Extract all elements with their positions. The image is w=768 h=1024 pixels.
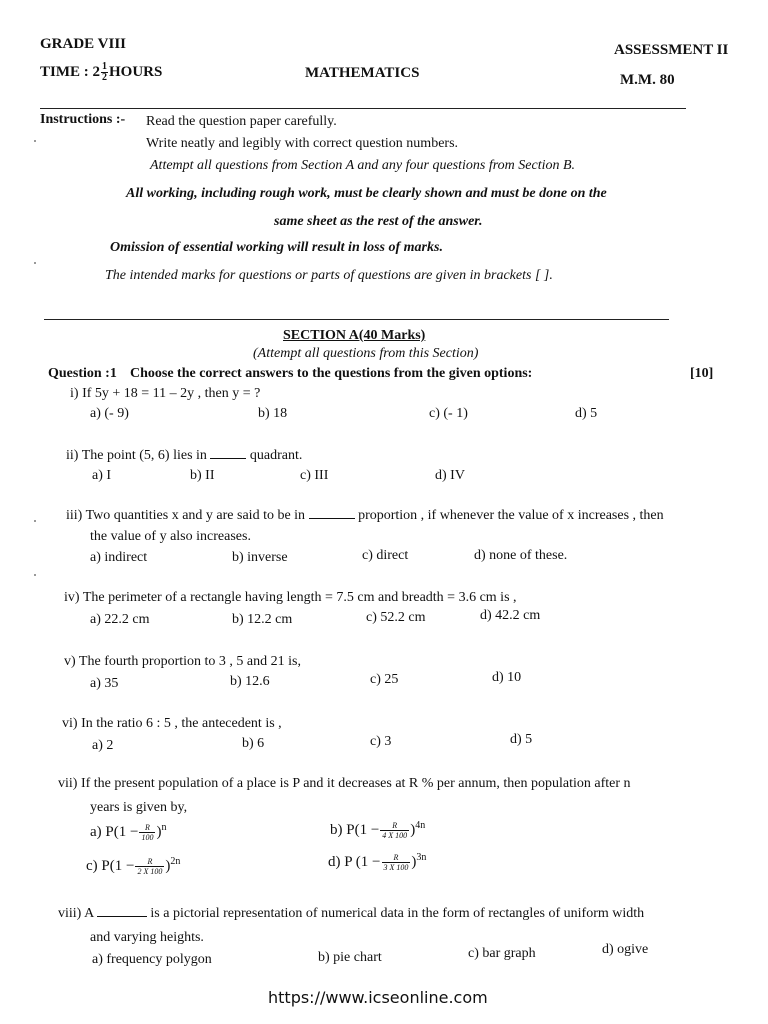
option-d: d) 42.2 cm [480,608,541,623]
question-number: vi) [62,716,78,731]
instruction-line: The intended marks for questions or parts of questions are given in brackets [ ]. [105,268,553,283]
section-title: SECTION A(40 Marks) [283,328,426,343]
header-divider [40,108,686,109]
option-b: b) II [190,468,215,483]
time-suffix: HOURS [109,63,163,80]
option-d: d) IV [435,468,465,483]
time-fraction: $\frac{1}{2}$ [102,61,107,83]
option-b: b) pie chart [318,950,382,965]
subject-title: MATHEMATICS [305,65,420,81]
question-number: ii) [66,448,79,463]
question-text: The perimeter of a rectangle having length = 7.5 cm and breadth = 3.6 cm is , [82,590,517,605]
question-iv [64,590,517,606]
option-b: b) 18 [258,406,288,421]
option-a: a) P(1 − $\frac{R}{100}$ )$^n$ [90,822,167,843]
answer-blank [210,458,246,459]
question-number: v) [64,654,76,669]
question-number: i) [70,386,79,401]
question-text: In the ratio 6 : 5 , the antecedent is , [81,716,282,731]
instruction-line: Read the question paper carefully. [146,114,337,129]
option-b: b) 12.6 [230,674,270,689]
option-d: d) none of these. [474,548,568,563]
option-c: c) P(1 − $\frac{R}{2 X 100}$ )$^{2n}$ [86,856,181,877]
instruction-line: Write neatly and legibly with correct question numbers. [146,136,459,151]
grade-label: GRADE VIII [40,36,126,52]
option-c: c) direct [362,548,409,563]
question-text: If 5y + 18 = 11 – 2y , then y = ? [82,386,261,401]
option-c: c) III [300,468,329,483]
assessment-label: ASSESSMENT II [614,42,729,58]
option-c: c) 52.2 cm [366,610,426,625]
option-a: a) 35 [90,676,119,691]
option-a: a) indirect [90,550,148,565]
question-text: proportion , if whenever the value of x increases , then [358,508,664,523]
question-1-label: Question :1 [48,366,117,381]
instruction-line: All working, including rough work, must be clearly shown and must be done on the [126,186,607,201]
question-number: iv) [64,590,80,605]
time-label [40,62,162,83]
question-text: The fourth proportion to 3 , 5 and 21 is, [78,654,301,669]
option-a: a) (- 9) [90,406,129,421]
scan-speck [34,140,36,142]
question-vii-continued: years is given by, [90,800,188,815]
question-viii-continued: and varying heights. [90,930,204,945]
question-iii-continued: the value of y also increases. [90,529,251,544]
question-viii [58,906,644,922]
answer-blank [97,916,147,917]
option-d: d) P (1 − $\frac{R}{3 X 100}$ )$^{3n}$ [328,852,427,873]
option-d: d) ogive [602,942,649,957]
question-number: vii) [58,776,78,791]
option-b: b) 12.2 cm [232,612,293,627]
section-subtitle: (Attempt all questions from this Section) [253,346,479,361]
question-text: A [84,906,94,921]
option-c: c) 3 [370,734,392,749]
question-1-text: Choose the correct answers to the questions from the given options: [130,366,533,381]
instruction-line: same sheet as the rest of the answer. [274,214,483,229]
question-text: The point (5, 6) lies in [81,448,207,463]
question-1-marks: [10] [690,366,714,381]
question-number: viii) [58,906,82,921]
question-v [64,654,301,670]
instruction-line: Attempt all questions from Section A and any four questions from Section B. [150,158,576,173]
question-text: is a pictorial representation of numerical data in the form of rectangles of uniform width [150,906,645,921]
instructions-label: Instructions :- [40,112,126,127]
option-b: b) P(1 − $\frac{R}{4 X 100}$ )$^{4n}$ [330,820,426,841]
option-d: d) 10 [492,670,522,685]
answer-blank [309,518,355,519]
question-text: quadrant. [249,448,303,463]
question-text: Two quantities x and y are said to be in [85,508,306,523]
scan-speck [34,520,36,522]
option-c: c) (- 1) [429,406,468,421]
instructions-divider [44,319,669,320]
option-b: b) inverse [232,550,288,565]
time-prefix: TIME : 2 [40,63,100,80]
option-a: a) frequency polygon [92,952,212,967]
question-ii [66,448,302,464]
option-b: b) 6 [242,736,265,751]
instruction-line: Omission of essential working will result in loss of marks. [110,240,443,255]
option-a: a) I [92,468,112,483]
question-vi [62,716,282,732]
question-vii [58,776,631,792]
option-c: c) bar graph [468,946,536,961]
option-a: a) 22.2 cm [90,612,150,627]
option-c: c) 25 [370,672,399,687]
footer-url[interactable]: https://www.icseonline.com [268,988,488,1007]
scan-speck [34,574,36,576]
option-d: d) 5 [575,406,598,421]
scan-speck [34,262,36,264]
option-a: a) 2 [92,738,114,753]
option-d: d) 5 [510,732,533,747]
question-iii [66,508,664,524]
question-i [70,386,260,402]
question-number: iii) [66,508,83,523]
max-marks: M.M. 80 [620,72,675,88]
question-text: If the present population of a place is P and it decreases at R % per annum, then population after n [80,776,631,791]
